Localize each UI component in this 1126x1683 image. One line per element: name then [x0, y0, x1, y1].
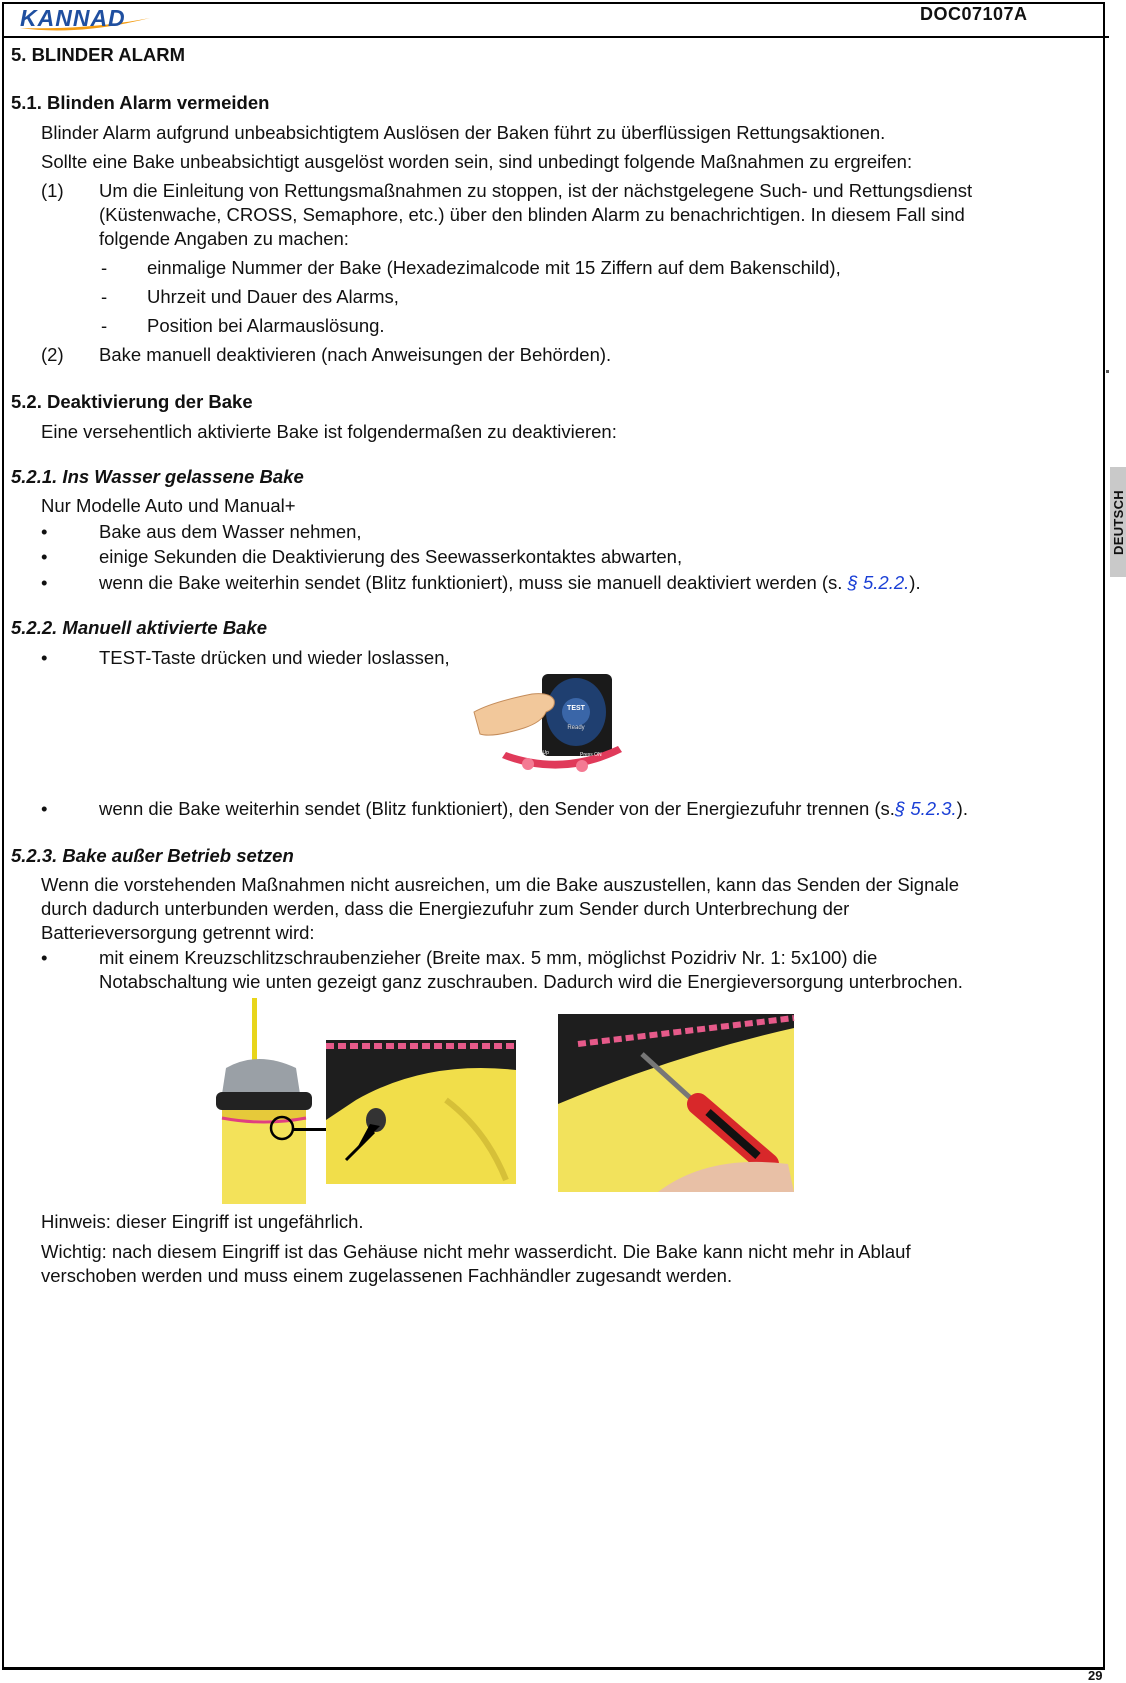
beacon-photo	[208, 998, 318, 1204]
doc-number: DOC07107A	[920, 4, 1028, 24]
margin-mark	[1106, 370, 1109, 373]
page-frame	[2, 2, 1105, 1669]
press-on-label: Press ON	[580, 752, 602, 758]
paragraph: Eine versehentlich aktivierte Bake ist folgendermaßen zu deaktivieren:	[41, 421, 617, 442]
list-item-line: Um die Einleitung von Rettungsmaßnahmen zu stoppen, ist der nächstgelegene Such- und Rettungsdienst	[99, 180, 973, 201]
bullet: •	[41, 947, 48, 968]
bullet-item-line: mit einem Kreuzschlitzschraubenzieher (Breite max. 5 mm, möglichst Pozidriv Nr. 1: 5x100) die	[99, 947, 878, 968]
heading-5-2: 5.2. Deaktivierung der Bake	[11, 391, 253, 412]
bullet: •	[41, 572, 48, 593]
page-number: 29	[1088, 1668, 1103, 1683]
bullet-text: wenn die Bake weiterhin sendet (Blitz funktioniert), den Sender von der Energiezufuhr trennen (s.	[99, 798, 895, 819]
heading-5-2-2: 5.2.2. Manuell aktivierte Bake	[11, 617, 268, 638]
test-button-illustration	[472, 672, 632, 777]
heading-5-2-1: 5.2.1. Ins Wasser gelassene Bake	[11, 466, 304, 487]
bullet-text: wenn die Bake weiterhin sendet (Blitz funktioniert), muss sie manuell deaktiviert werden (s.	[99, 572, 848, 593]
bullet-item	[99, 571, 921, 595]
bullet: •	[41, 647, 48, 668]
bullet-text-end: ).	[909, 572, 921, 593]
dash-marker: -	[101, 257, 108, 278]
note: Hinweis: dieser Eingriff ist ungefährlich.	[41, 1211, 364, 1232]
bullet-item	[99, 797, 968, 821]
list-item-line: folgende Angaben zu machen:	[99, 228, 349, 249]
slide-up-label: Slide Up	[530, 750, 549, 756]
test-label: TEST	[567, 705, 585, 712]
language-tab	[1110, 467, 1126, 577]
section-link-5-2-3[interactable]: § 5.2.3.	[894, 798, 957, 819]
heading-5-1: 5.1. Blinden Alarm vermeiden	[11, 92, 270, 113]
paragraph-line: Batterieversorgung getrennt wird:	[41, 922, 315, 943]
dash-marker: -	[101, 315, 108, 336]
dash-marker: -	[101, 286, 108, 307]
sub-list-item: Uhrzeit und Dauer des Alarms,	[147, 286, 399, 307]
language-tab-label: DEUTSCH	[1110, 489, 1126, 555]
bullet-item-line: Notabschaltung wie unten gezeigt ganz zuschrauben. Dadurch wird die Energieversorgung unterbrochen.	[99, 971, 963, 992]
list-number: (2)	[41, 344, 64, 365]
bullet-item: TEST-Taste drücken und wieder loslassen,	[99, 647, 450, 668]
ready-label: Ready	[567, 725, 585, 731]
list-number: (1)	[41, 180, 64, 201]
important-line: verschoben werden und muss einem zugelassenen Fachhändler zugesandt werden.	[41, 1265, 733, 1286]
list-item-line: Bake manuell deaktivieren (nach Anweisungen der Behörden).	[99, 344, 612, 365]
paragraph: Blinder Alarm aufgrund unbeabsichtigtem Auslösen der Baken führt zu überflüssigen Rettungsaktionen.	[41, 122, 886, 143]
section-link-5-2-2[interactable]: § 5.2.2.	[847, 572, 910, 593]
kannad-logo	[18, 6, 154, 32]
bullet-item: einige Sekunden die Deaktivierung des Seewasserkontaktes abwarten,	[99, 546, 683, 567]
screwdriver-photo	[558, 1014, 794, 1192]
logo-text: KANNAD	[20, 5, 126, 31]
bullet: •	[41, 798, 48, 819]
bullet: •	[41, 546, 48, 567]
header-rule	[2, 36, 1109, 38]
paragraph-line: durch dadurch unterbunden werden, dass die Energiezufuhr zum Sender durch Unterbrechung der	[41, 898, 850, 919]
beacon-zoom-photo	[326, 1040, 516, 1184]
section-title: 5. BLINDER ALARM	[11, 44, 186, 65]
paragraph: Nur Modelle Auto und Manual+	[41, 495, 296, 516]
bullet: •	[41, 521, 48, 542]
sub-list-item: Position bei Alarmauslösung.	[147, 315, 385, 336]
sub-list-item: einmalige Nummer der Bake (Hexadezimalcode mit 15 Ziffern auf dem Bakenschild),	[147, 257, 841, 278]
bullet-item: Bake aus dem Wasser nehmen,	[99, 521, 362, 542]
footer-rule	[2, 1668, 1105, 1670]
paragraph-line: Wenn die vorstehenden Maßnahmen nicht ausreichen, um die Bake auszustellen, kann das Senden der Signale	[41, 874, 960, 895]
bullet-text-end: ).	[956, 798, 968, 819]
important-line: Wichtig: nach diesem Eingriff ist das Gehäuse nicht mehr wasserdicht. Die Bake kann nicht mehr in Ablauf	[41, 1241, 911, 1262]
heading-5-2-3: 5.2.3. Bake außer Betrieb setzen	[11, 845, 294, 866]
list-item-line: (Küstenwache, CROSS, Semaphore, etc.) über den blinden Alarm zu benachrichtigen. In diesem Fall sind	[99, 204, 965, 225]
paragraph: Sollte eine Bake unbeabsichtigt ausgelöst worden sein, sind unbedingt folgende Maßnahmen zu ergreifen:	[41, 151, 913, 172]
